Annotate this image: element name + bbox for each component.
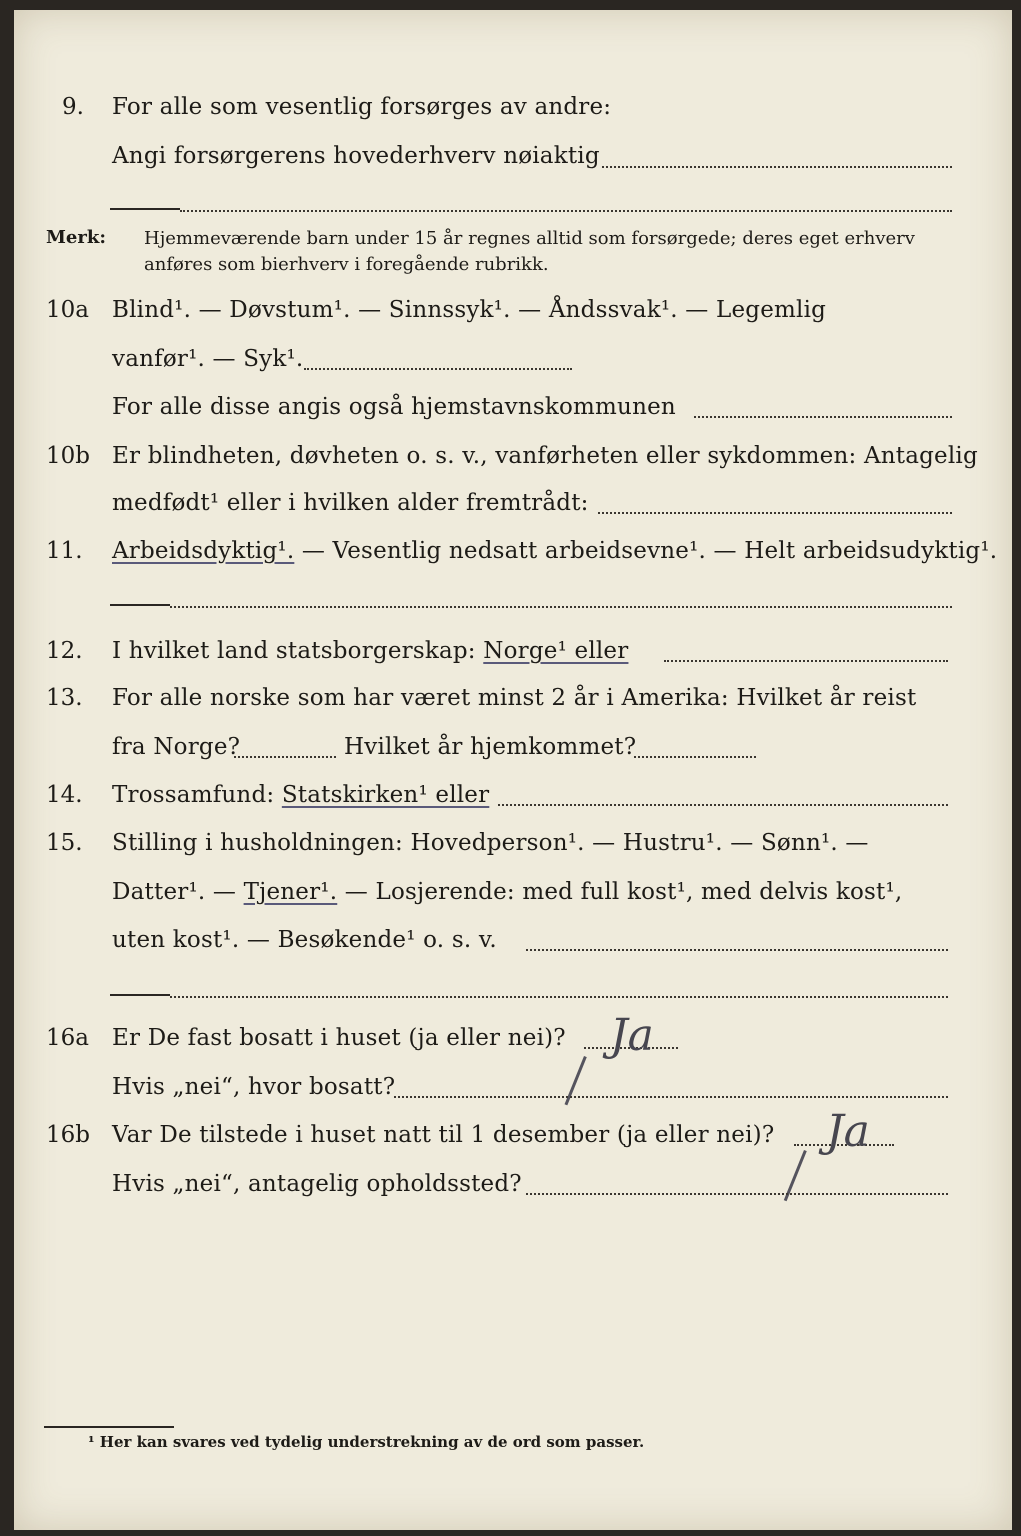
option-tjener[interactable]: Tjener¹. [243,879,338,905]
question-9-number: 9. [62,94,84,120]
question-16b-line1: Var De tilstede i huset natt til 1 desember (ja eller nei)? [112,1122,775,1148]
rule-9-short [110,208,180,210]
answer-line-12[interactable] [664,660,948,662]
answer-line-16b-opholdssted[interactable] [526,1193,948,1195]
handwritten-answer-16a: Ja [610,1010,654,1061]
question-12-label: I hvilket land statsborgerskap: [112,638,484,664]
question-10b-line1: Er blindheten, døvheten o. s. v., vanførheten eller sykdommen: Antagelig [112,443,978,469]
census-form-page [14,10,1012,1530]
question-10a-line2: vanfør¹. — Syk¹. [112,346,304,372]
answer-line-11[interactable] [170,606,952,608]
question-10b-line2: medfødt¹ eller i hvilken alder fremtrådt: [112,490,589,516]
answer-line-14[interactable] [498,804,948,806]
question-12-number: 12. [46,638,83,664]
answer-line-10b[interactable] [598,512,952,514]
question-15-number: 15. [46,830,83,856]
question-16b-number: 16b [46,1122,90,1148]
question-11-number: 11. [46,538,83,564]
answer-line-15[interactable] [526,949,948,951]
question-16a-line2: Hvis „nei“, hvor bosatt? [112,1074,396,1100]
answer-line-9b[interactable] [180,210,952,212]
question-15-line1: Stilling i husholdningen: Hovedperson¹. — Hustru¹. — Sønn¹. — [112,830,869,856]
question-10b-number: 10b [46,443,90,469]
option-norge[interactable]: Norge¹ eller [483,638,629,664]
question-9-line2: Angi forsørgerens hovederhverv nøiaktig [112,143,600,169]
answer-line-13-reist[interactable] [234,756,336,758]
merk-line1: Hjemmeværende barn under 15 år regnes alltid som forsørgede; deres eget erhverv [144,228,915,249]
merk-label: Merk: [46,227,106,248]
question-15-line2 [112,877,902,907]
answer-line-10a-kommune[interactable] [694,416,952,418]
rule-11-short [110,604,170,606]
question-14-text [112,780,489,810]
answer-line-16a-bosatt[interactable] [394,1096,948,1098]
question-9-line1: For alle som vesentlig forsørges av andre: [112,94,612,120]
rule-15-short [110,994,170,996]
question-12-text [112,636,628,666]
question-13-number: 13. [46,685,83,711]
merk-line2: anføres som bierhverv i foregående rubrikk. [144,254,549,275]
question-11-text [112,536,997,566]
question-13-line2b: Hvilket år hjemkommet? [344,734,637,760]
question-13-line1: For alle norske som har været minst 2 år i Amerika: Hvilket år reist [112,685,917,711]
question-10a-line3: For alle disse angis også hjemstavnskommunen [112,394,676,420]
option-statskirken[interactable]: Statskirken¹ eller [281,782,490,808]
question-16b-line2: Hvis „nei“, antagelig opholdssted? [112,1171,522,1197]
question-11-rest: — Vesentlig nedsatt arbeidsevne¹. — Helt arbeidsudyktig¹. [294,538,998,564]
question-15-line3: uten kost¹. — Besøkende¹ o. s. v. [112,927,497,953]
option-datter[interactable]: Datter¹. — [112,879,244,905]
question-10a-line1: Blind¹. — Døvstum¹. — Sinnssyk¹. — Åndssvak¹. — Legemlig [112,297,827,323]
footnote: ¹ Her kan svares ved tydelig understrekning av de ord som passer. [88,1433,645,1451]
question-14-label: Trossamfund: [112,782,282,808]
answer-line-10a[interactable] [304,368,572,370]
question-13-line2a: fra Norge? [112,734,241,760]
answer-line-9[interactable] [602,166,952,168]
option-arbeidsdyktig[interactable]: Arbeidsdyktig¹. [112,538,295,564]
answer-line-13-hjem[interactable] [634,756,756,758]
question-16a-line1: Er De fast bosatt i huset (ja eller nei)? [112,1025,566,1051]
answer-line-15b[interactable] [170,996,948,998]
handwritten-answer-16b: Ja [826,1106,870,1157]
question-15-line2-rest: — Losjerende: med full kost¹, med delvis kost¹, [337,879,903,905]
question-10a-number: 10a [46,297,89,323]
footnote-rule [44,1426,174,1428]
question-16a-number: 16a [46,1025,89,1051]
question-14-number: 14. [46,782,83,808]
